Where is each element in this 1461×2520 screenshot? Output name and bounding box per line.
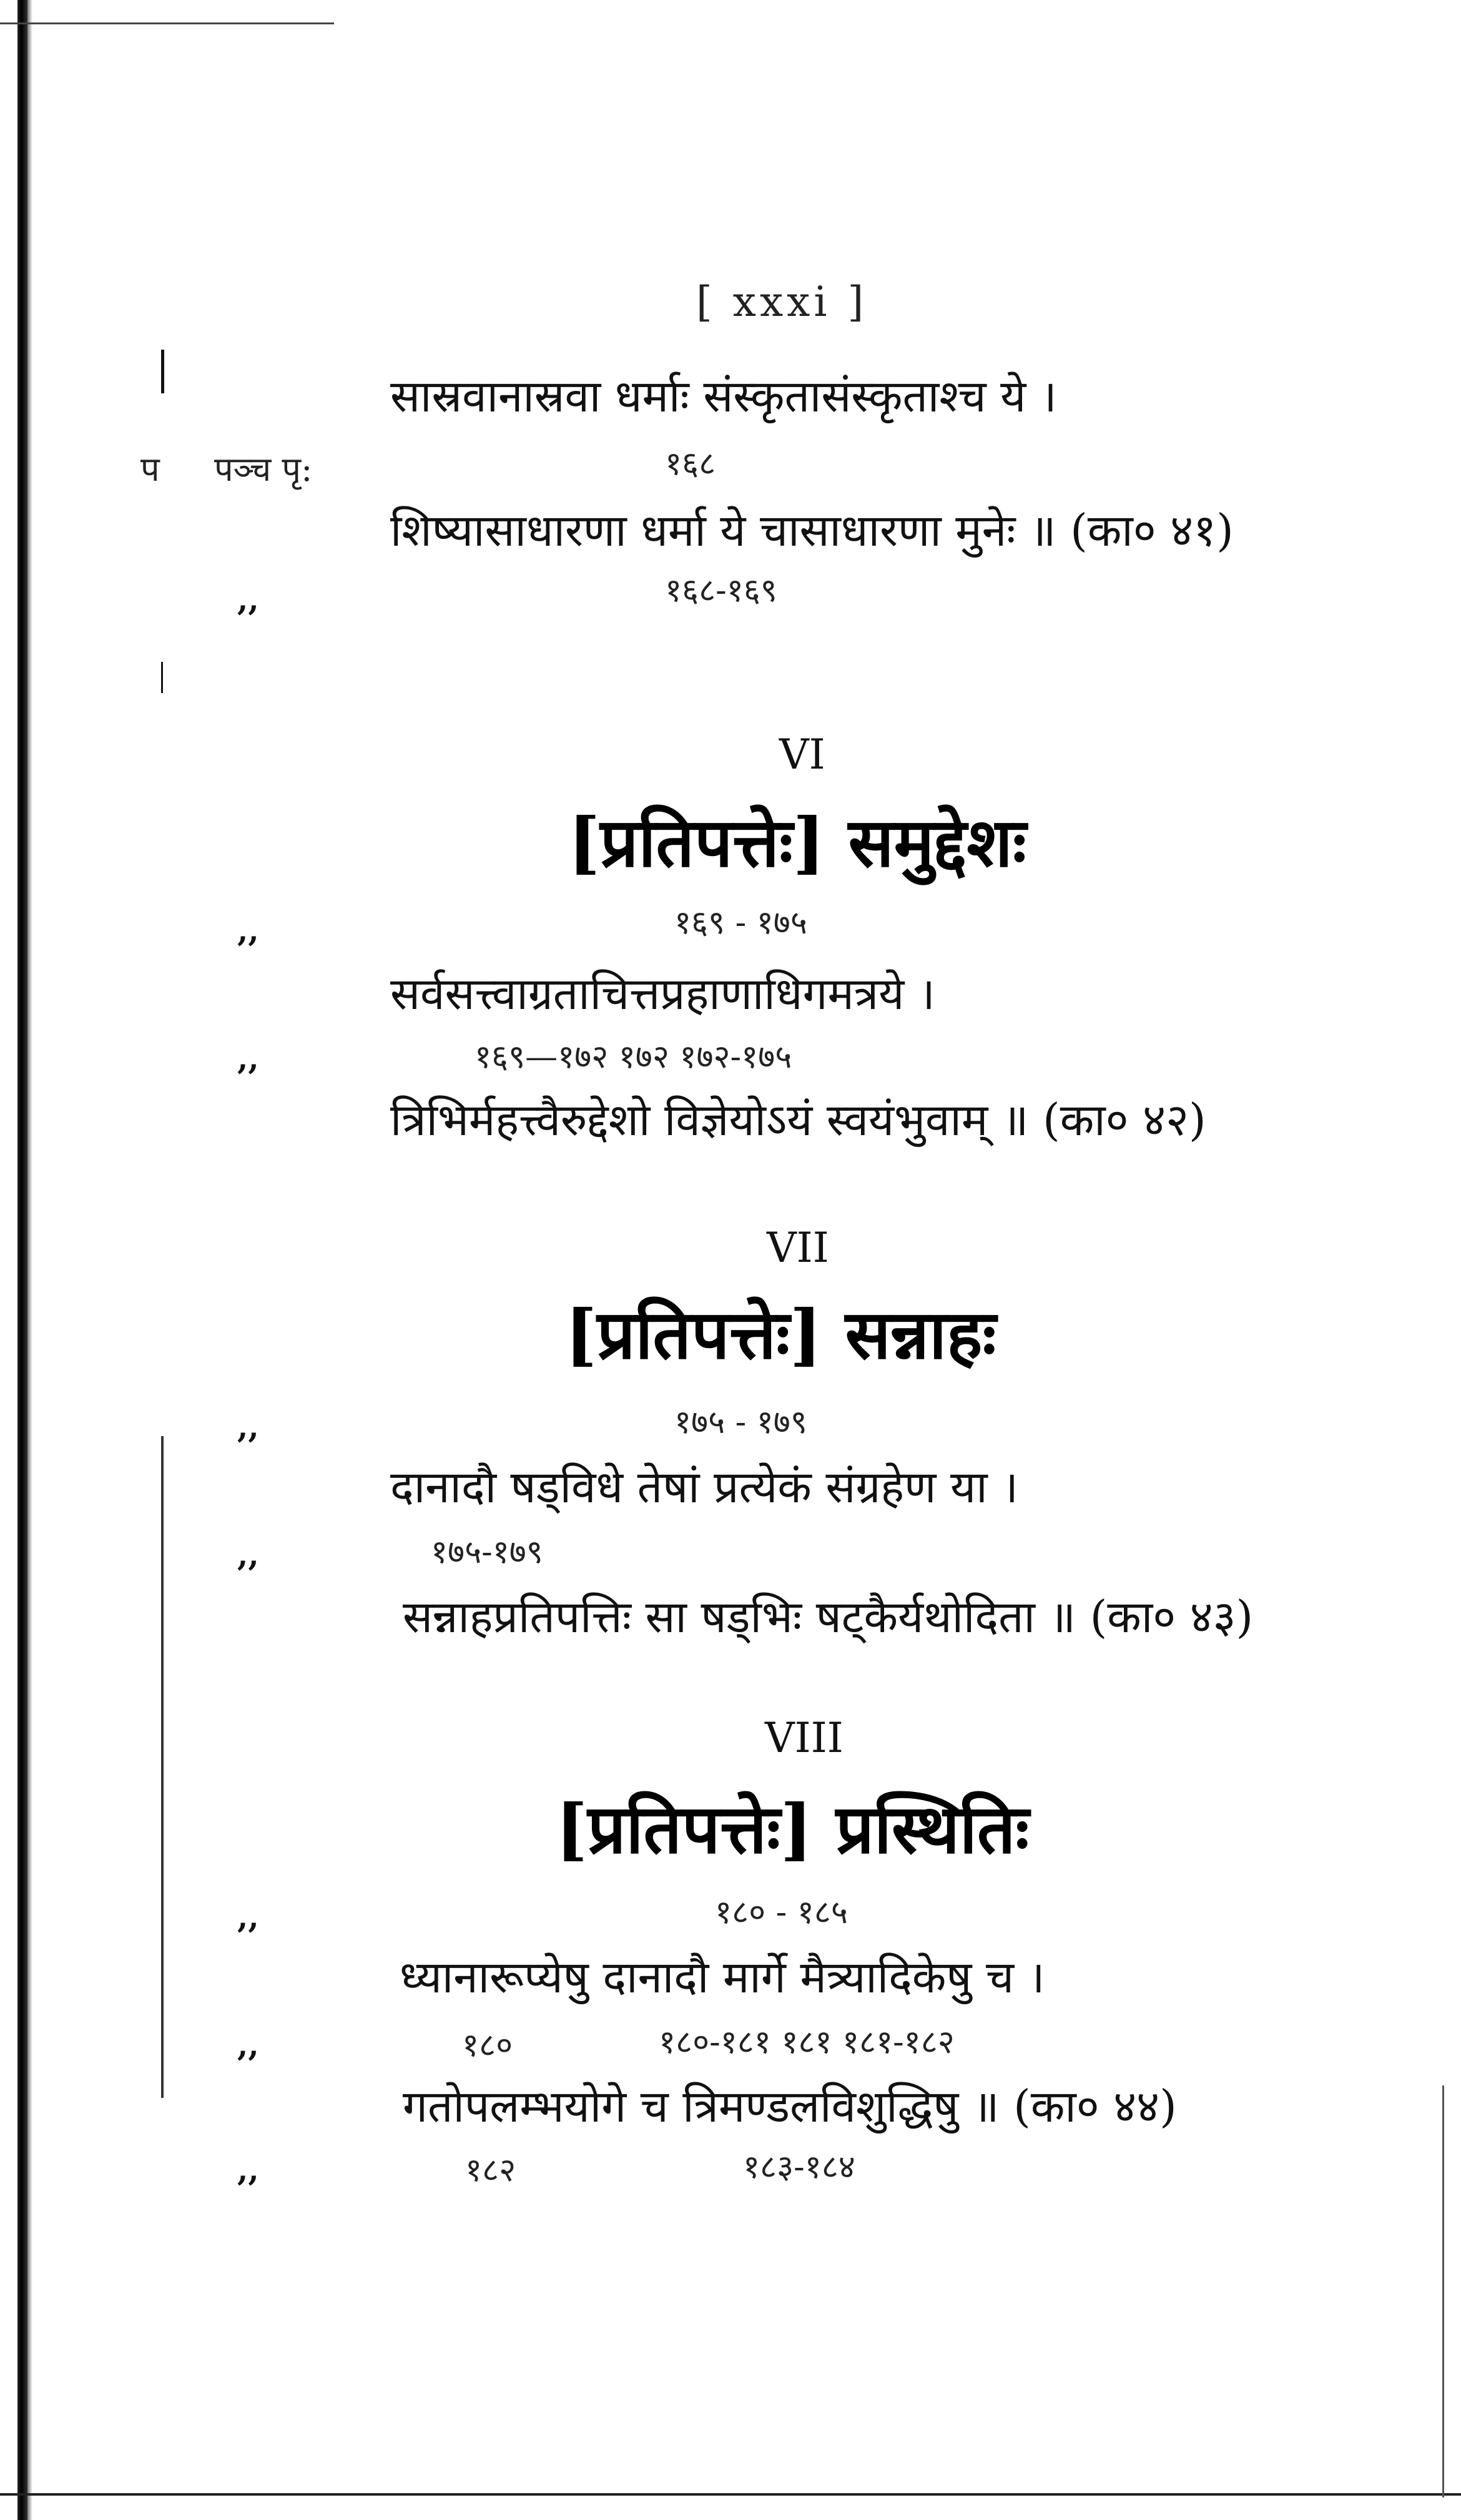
gutter-mark bbox=[161, 1436, 164, 2098]
section-viii-numeral: VIII bbox=[765, 1714, 844, 1762]
verse-44-ref-2a: १८२ bbox=[465, 2152, 516, 2189]
verse-41-ref-1: १६८ bbox=[665, 445, 716, 483]
verse-41-ref-2: १६८-१६९ bbox=[665, 572, 777, 609]
gutter-mark bbox=[161, 662, 163, 693]
verse-44-line-2: गतोपलम्भयोगे च त्रिमण्डलविशुद्धिषु ॥ (का० ४४) bbox=[403, 2080, 1177, 2132]
bottom-rule bbox=[0, 2493, 1461, 2496]
verse-43-ref-1: १७५-१७९ bbox=[431, 1533, 543, 1571]
verse-42-line-2: त्रिभिर्महत्त्वैरुद्देशो विज्ञेयोऽयं स्वयंभुवाम् ॥ (का० ४२) bbox=[390, 1094, 1206, 1146]
ditto-mark: ,, bbox=[237, 2026, 259, 2063]
ditto-mark: ,, bbox=[237, 1536, 259, 1573]
page-number: [ xxxi ] bbox=[696, 278, 868, 326]
section-vii-heading: [प्रतिपत्तेः] सन्नाहः bbox=[565, 1296, 996, 1374]
verse-42-ref-1: १६९—१७२ १७२ १७२-१७५ bbox=[475, 1038, 792, 1076]
verse-44-line-1: ध्यानारूप्येषु दानादौ मार्गे मैत्र्यादिकेषु च । bbox=[400, 1951, 1045, 2003]
right-rule bbox=[1442, 2085, 1444, 2498]
gutter-mark bbox=[161, 350, 164, 393]
top-rule bbox=[0, 22, 334, 24]
verse-43-line-1: दानादौ षड्विधे तेषां प्रत्येकं संग्रहेण या । bbox=[390, 1461, 1019, 1513]
verse-42-line-1: सर्वसत्त्वाग्रताचित्तप्रहाणाधिगमत्रये । bbox=[390, 968, 935, 1020]
ditto-mark: ,, bbox=[237, 1408, 259, 1445]
ditto-mark: ,, bbox=[237, 2151, 259, 2188]
section-viii-heading: [प्रतिपत्तेः] प्रस्थितिः bbox=[556, 1790, 1030, 1869]
verse-44-ref-1b: १८०-१८१ १८१ १८१-१८२ bbox=[659, 2024, 955, 2061]
verse-41-line-1: सास्रवानास्रवा धर्माः संस्कृतासंस्कृताश्च ये । bbox=[390, 370, 1057, 422]
margin-note: पञ्च पृ: bbox=[214, 450, 313, 489]
verse-43-line-2: सन्नाहप्रतिपत्तिः सा षड्भिः षट्कैर्यथोदिता ॥ (का० ४३) bbox=[403, 1591, 1254, 1643]
ditto-mark: ,, bbox=[237, 1040, 259, 1076]
margin-fragment: प bbox=[140, 450, 160, 489]
section-vi-range: १६९ - १७५ bbox=[674, 904, 807, 942]
section-vii-numeral: VII bbox=[767, 1224, 829, 1272]
binding-shadow bbox=[27, 0, 32, 2520]
verse-41-line-2: शिष्यासाधारणा धर्मा ये चासाधारणा मुनेः ॥ (का० ४१) bbox=[390, 504, 1234, 556]
ditto-mark: ,, bbox=[237, 912, 259, 948]
section-vii-range: १७५ - १७९ bbox=[674, 1404, 807, 1441]
verse-44-ref-1a: १८० bbox=[462, 2027, 513, 2064]
verse-44-ref-2b: १८३-१८४ bbox=[743, 2148, 855, 2186]
section-viii-range: १८० - १८५ bbox=[715, 1894, 848, 1931]
ditto-mark: ,, bbox=[237, 1898, 259, 1935]
binding-edge bbox=[17, 0, 27, 2520]
section-vi-heading: [प्रतिपत्तेः] समुद्देशः bbox=[568, 804, 1026, 882]
section-vi-numeral: VI bbox=[779, 731, 825, 779]
ditto-mark: ,, bbox=[237, 581, 259, 618]
